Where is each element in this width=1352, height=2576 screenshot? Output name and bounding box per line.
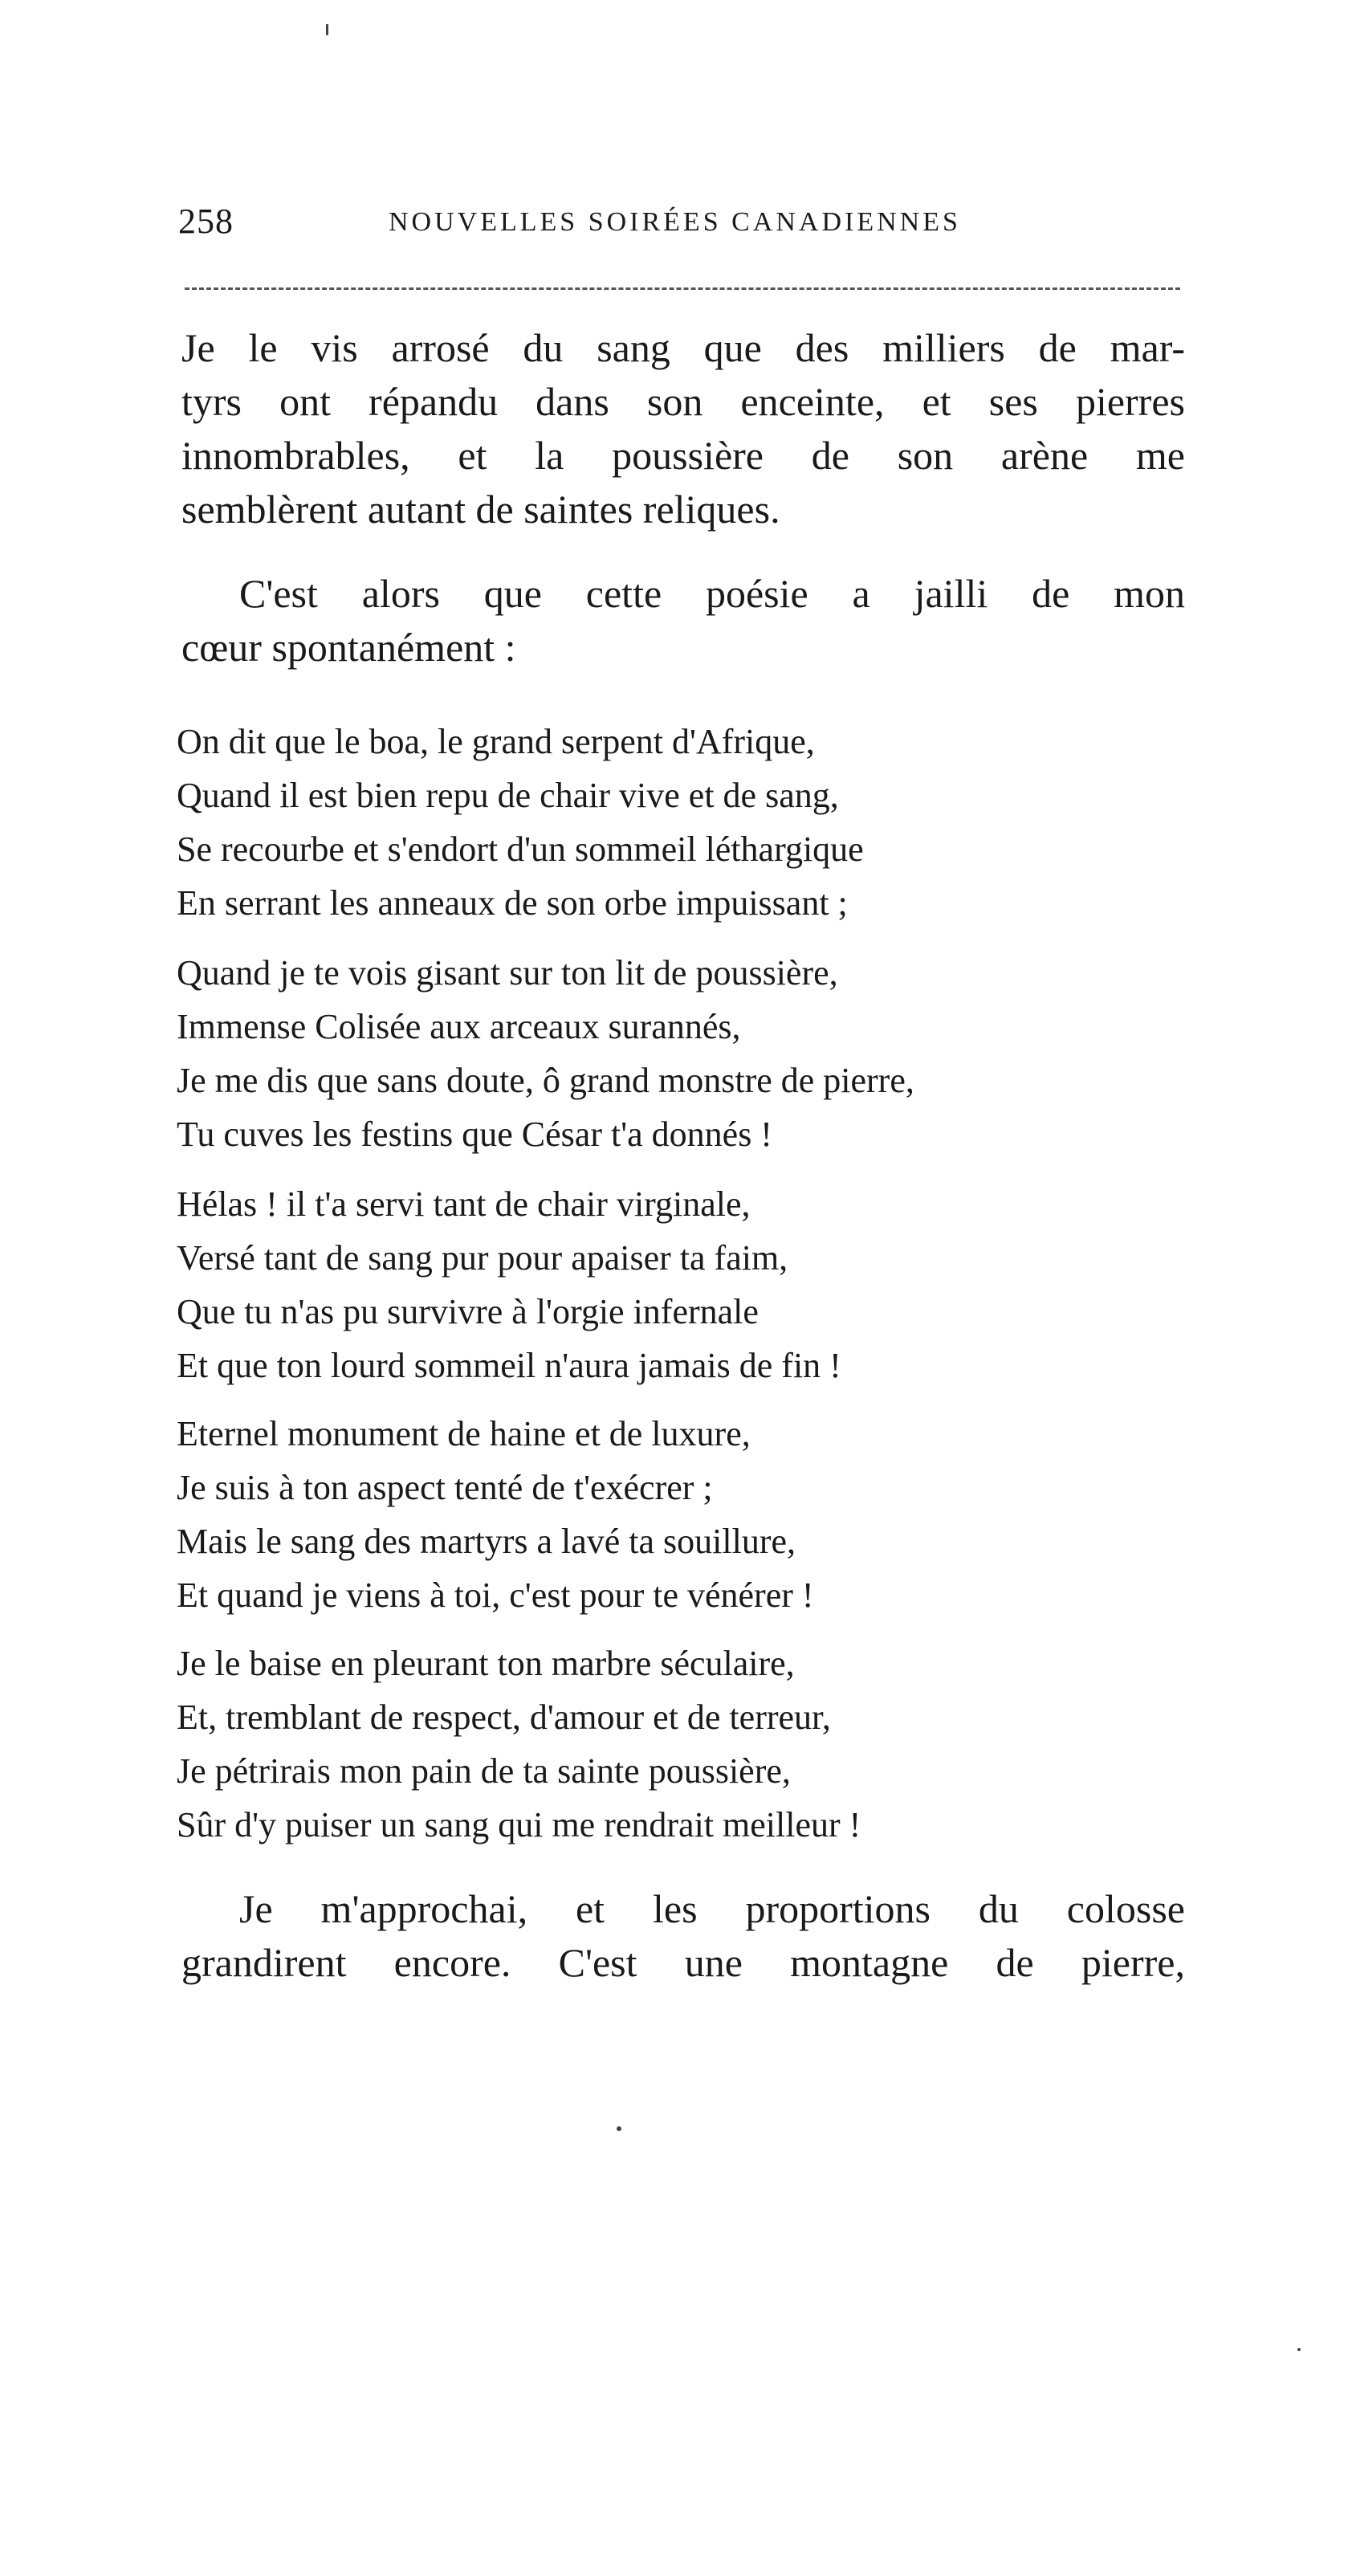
- poem-stanza-5: [177, 1636, 1180, 1852]
- verse-line: Je suis à ton aspect tenté de t'exécrer ;: [177, 1468, 713, 1507]
- page-header: [178, 201, 1182, 249]
- text-line: Je le vis arrosé du sang que des milliers de mar-: [181, 325, 1185, 370]
- poem-stanza-1: [177, 715, 1180, 930]
- paragraph-resumed: [181, 1882, 1185, 1990]
- verse-line: Et, tremblant de respect, d'amour et de terreur,: [177, 1698, 831, 1737]
- text-line: Je m'approchai, et les proportions du colosse: [239, 1886, 1185, 1931]
- poem-stanza-2: [177, 946, 1180, 1161]
- verse-line: En serrant les anneaux de son orbe impuissant ;: [177, 883, 848, 923]
- verse-line: Versé tant de sang pur pour apaiser ta faim,: [177, 1238, 788, 1278]
- verse-line: Je me dis que sans doute, ô grand monstre de pierre,: [177, 1061, 914, 1100]
- verse-line: Sûr d'y puiser un sang qui me rendrait meilleur !: [177, 1805, 861, 1844]
- paragraph-intro: [181, 567, 1185, 675]
- verse-line: Eternel monument de haine et de luxure,: [177, 1414, 751, 1453]
- text-line: innombrables, et la poussière de son arène me: [181, 433, 1185, 478]
- verse-line: Je pétrirais mon pain de ta sainte poussière,: [177, 1751, 791, 1791]
- verse-line: Mais le sang des martyrs a lavé ta souillure,: [177, 1522, 796, 1561]
- verse-line: Je le baise en pleurant ton marbre séculaire,: [177, 1644, 795, 1683]
- verse-line: Tu cuves les festins que César t'a donnés !: [177, 1115, 772, 1154]
- page-number: 258: [178, 202, 234, 241]
- verse-line: Quand il est bien repu de chair vive et de sang,: [177, 776, 839, 815]
- scan-speck: [326, 24, 328, 35]
- verse-line: Que tu n'as pu survivre à l'orgie infernale: [177, 1292, 759, 1331]
- verse-line: Hélas ! il t'a servi tant de chair virginale,: [177, 1184, 751, 1224]
- text-line: tyrs ont répandu dans son enceinte, et ses pierres: [181, 379, 1185, 424]
- verse-line: Et que ton lourd sommeil n'aura jamais de fin !: [177, 1346, 841, 1385]
- text-line: semblèrent autant de saintes reliques.: [181, 487, 780, 532]
- text-line: grandirent encore. C'est une montagne de pierre,: [181, 1940, 1185, 1985]
- poem-stanza-3: [177, 1177, 1180, 1392]
- verse-line: Et quand je viens à toi, c'est pour te vénérer !: [177, 1575, 814, 1615]
- running-head: NOUVELLES SOIRÉES CANADIENNES: [389, 207, 961, 237]
- header-rule: [185, 287, 1180, 290]
- scan-speck: [1297, 2348, 1301, 2351]
- text-line: C'est alors que cette poésie a jailli de mon: [239, 571, 1185, 616]
- scan-speck: [617, 2126, 621, 2131]
- verse-line: Se recourbe et s'endort d'un sommeil léthargique: [177, 829, 864, 869]
- paragraph-continuation: [181, 321, 1185, 536]
- verse-line: Quand je te vois gisant sur ton lit de poussière,: [177, 953, 838, 992]
- verse-line: On dit que le boa, le grand serpent d'Afrique,: [177, 722, 815, 761]
- poem-stanza-4: [177, 1407, 1180, 1622]
- text-line: cœur spontanément :: [181, 625, 516, 670]
- verse-line: Immense Colisée aux arceaux surannés,: [177, 1007, 741, 1046]
